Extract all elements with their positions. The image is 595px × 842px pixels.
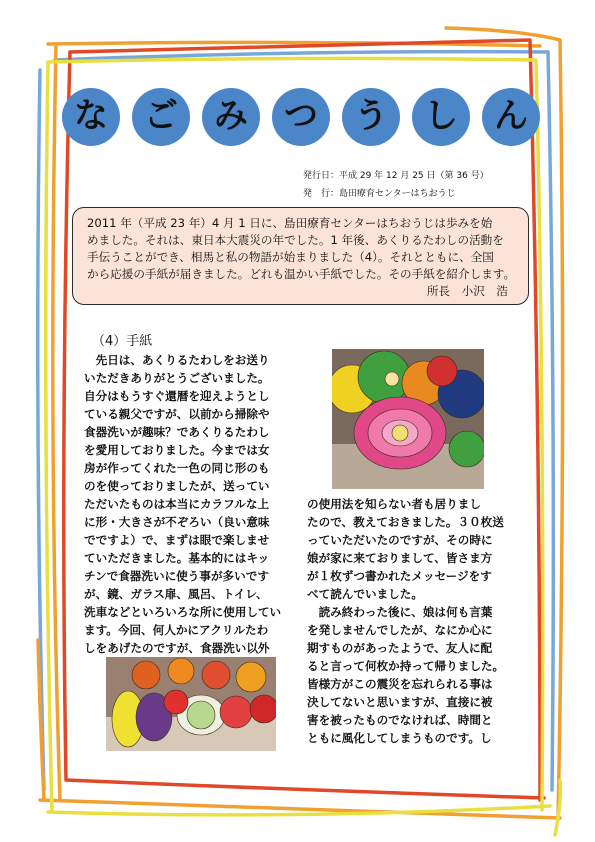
- left-column-line: 洗車などといろいろな所に使用してい: [84, 605, 282, 619]
- left-column-line: ている親父ですが、以前から掃除や: [84, 407, 270, 421]
- signature: 所長 小沢 浩: [426, 284, 508, 298]
- right-column-line: たので、教えておきました。３０枚送: [307, 515, 504, 529]
- left-column-line: でですよ）で、まずは眼で楽しませ: [84, 533, 270, 547]
- flower-scrubbers-photo: [332, 349, 484, 489]
- left-column-line: 先日は、あくりるたわしをお送り: [84, 353, 270, 367]
- intro-line: から応援の手紙が届きました。どれも温かい手紙でした。その手紙を紹介します。: [87, 267, 516, 281]
- left-column-line: いただきありがとうございました。: [84, 371, 270, 385]
- title-char: み: [202, 88, 260, 146]
- left-column-line: のを使っておりましたが、送ってい: [84, 479, 270, 493]
- right-column-line: 読み終わった後に、娘は何も言葉: [307, 605, 493, 619]
- title-char: ん: [482, 88, 540, 146]
- left-column-line: 自分はもうすぐ還暦を迎えようとし: [84, 389, 270, 403]
- right-column-line: ともに風化してしまうものです。し: [307, 731, 492, 745]
- left-column-line: を愛用しておりました。今までは女: [84, 443, 270, 457]
- right-column-line: 皆様方がこの震災を忘れられる事は: [307, 677, 493, 691]
- left-column-line: しをあげたのですが、食器洗い以外: [84, 641, 270, 655]
- intro-line: 手伝うことができ、相馬と私の物語が始まりました（4）。それとともに、全国: [87, 250, 494, 264]
- issue-date: 発行日：平成 29 年 12 月 25 日（第 36 号）: [303, 171, 489, 181]
- title-char: な: [62, 88, 120, 146]
- title-char: ご: [132, 88, 190, 146]
- fruit-scrubbers-photo: [106, 657, 276, 751]
- intro-line: 2011 年（平成 23 年）4 月 1 日に、島田療育センターはちおうじは歩みを始: [87, 216, 493, 230]
- article-heading: （4）手紙: [92, 334, 153, 349]
- right-column-line: が１枚ずつ書かれたメッセージをす: [307, 569, 492, 583]
- left-column-line: ただいたものは本当にカラフルな上: [84, 497, 270, 511]
- right-column-line: 娘が家に来ておりまして、皆さま方: [307, 551, 493, 565]
- left-column-line: ていただきました。基本的にはキッ: [84, 551, 270, 565]
- right-column-line: を発しませんでしたが、なにか心に: [307, 623, 493, 637]
- publisher: 発 行：島田療育センターはちおうじ: [303, 189, 456, 199]
- title-char: つ: [272, 88, 330, 146]
- right-column-line: 害を被ったものでなければ、時間と: [307, 713, 493, 727]
- right-column-line: の使用法を知らない者も居りまし: [307, 497, 481, 511]
- left-column-line: が、鏡、ガラス扉、風呂、トイレ、: [84, 587, 268, 601]
- left-column-line: に形・大きさが不ぞろい（良い意味: [84, 515, 270, 529]
- left-column-line: ます。今回、何人かにアクリルたわ: [84, 623, 269, 637]
- left-column-line: 房が作ってくれた一色の同じ形のも: [84, 461, 270, 475]
- right-column-line: べて読んでいました。: [307, 587, 423, 601]
- title-char: し: [412, 88, 470, 146]
- left-column-line: 食器洗いが趣味？であくりるたわし: [84, 425, 270, 439]
- right-column-line: ると言って何枚か持って帰りました。: [307, 659, 505, 673]
- right-column-line: っていただいたのですが、その時に: [307, 533, 493, 547]
- right-column-line: 期すものがあったようで、友人に配: [307, 641, 493, 655]
- newsletter-title: [62, 88, 542, 152]
- title-char: う: [342, 88, 400, 146]
- intro-line: めました。それは、東日本大震災の年でした。1 年後、あくりるたわしの活動を: [87, 233, 504, 247]
- intro-box: [72, 207, 529, 305]
- right-column-line: 決してないと思いますが、直接に被: [307, 695, 493, 709]
- left-column-line: チンで食器洗いに使う事が多いです: [84, 569, 269, 583]
